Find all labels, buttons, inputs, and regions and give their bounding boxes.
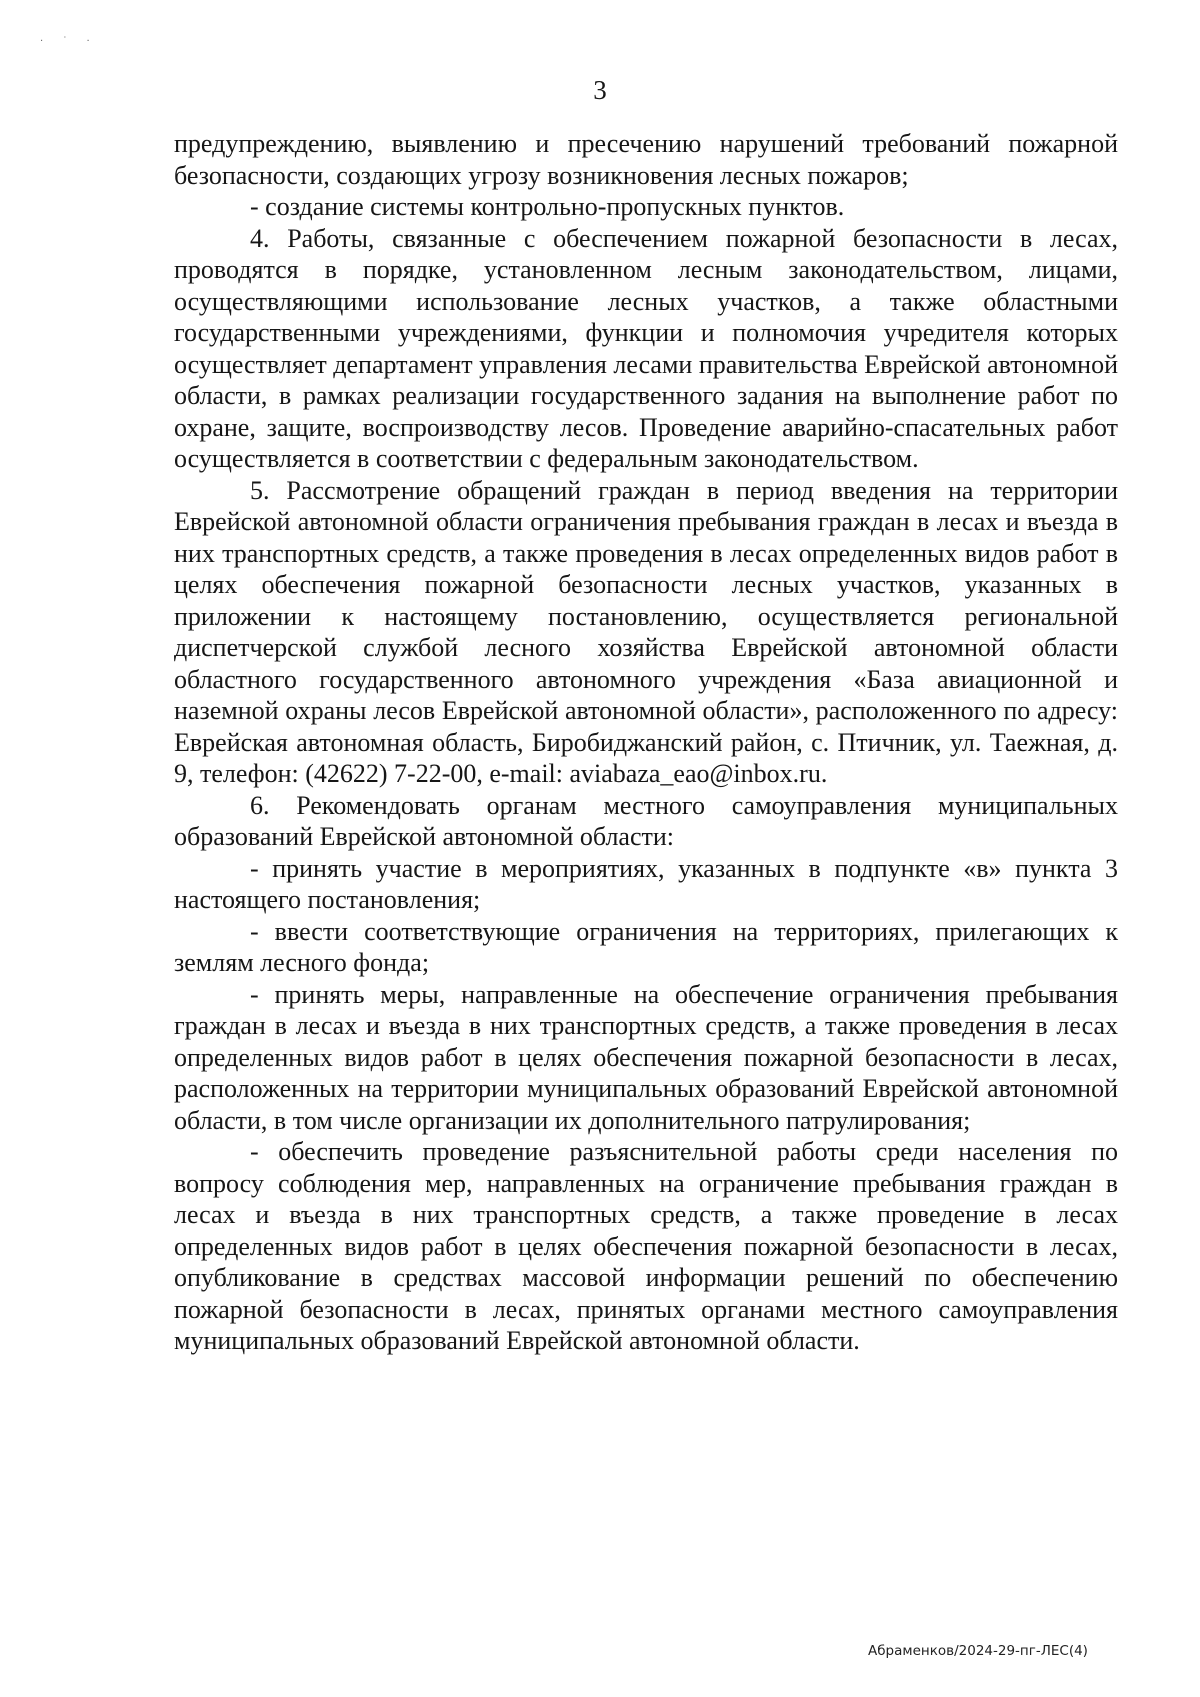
paragraph-checkpoint-system: - создание системы контрольно-пропускных пунктов. [250, 192, 845, 221]
footer-reference: Абраменков/2024-29-пг-ЛЕС(4) [868, 1643, 1088, 1659]
scan-specks: · ˙ · [40, 36, 98, 47]
page-number: 3 [593, 75, 607, 105]
paragraph-item-6-bullet-4: - обеспечить проведение разъяснительной работы среди населения по вопросу соблюдения мер, направленных на ограничение пребывания граждан в лесах и въезда в них транспортных средств, а также проведение в лесах определенных видов работ в целях обеспечения пожарной безопасности в лесах, опубликование в средствах массовой информации решений по обеспечению пожарной безопасности в лесах, принятых органами местного самоуправления муниципальных образований Еврейской автономной области. [174, 1137, 1118, 1355]
document-body [174, 128, 1118, 1357]
paragraph-item-6-bullet-3: - принять меры, направленные на обеспечение ограничения пребывания граждан в лесах и въезда в них транспортных средств, а также проведения в лесах определенных видов работ в целях обеспечения пожарной безопасности в лесах, расположенных на территории муниципальных образований Еврейской автономной области, в том числе организации их дополнительного патрулирования; [174, 979, 1118, 1135]
paragraph-item-6-bullet-1: - принять участие в мероприятиях, указанных в подпункте «в» пункта 3 настоящего постановления; [174, 853, 1118, 914]
paragraph-item-5: 5. Рассмотрение обращений граждан в период введения на территории Еврейской автономной области ограничения пребывания граждан в лесах и въезда в них транспортных средств, а также проведения в лесах определенных видов работ в целях обеспечения пожарной безопасности лесных участков, указанных в приложении к настоящему постановлению, осуществляется региональной диспетчерской службой лесного хозяйства Еврейской автономной области областного государственного автономного учреждения «База авиационной и наземной охраны лесов Еврейской автономной области», расположенного по адресу: Еврейская автономная область, Биробиджанский район, с. Птичник, ул. Таежная, д. 9, телефон: (42622) 7-22-00, e-mail: aviabaza_eao@inbox.ru. [174, 475, 1118, 788]
paragraph-item-6-bullet-2: - ввести соответствующие ограничения на территориях, прилегающих к землям лесного фонда; [174, 916, 1118, 977]
paragraph-continuation: предупреждению, выявлению и пресечению нарушений требований пожарной безопасности, создающих угрозу возникновения лесных пожаров; [174, 129, 1118, 190]
paragraph-item-4: 4. Работы, связанные с обеспечением пожарной безопасности в лесах, проводятся в порядке, установленном лесным законодательством, лицами, осуществляющими использование лесных участков, а также областными государственными учреждениями, функции и полномочия учредителя которых осуществляет департамент управления лесами правительства Еврейской автономной области, в рамках реализации государственного задания на выполнение работ по охране, защите, воспроизводству лесов. Проведение аварийно-спасательных работ осуществляется в соответствии с федеральным законодательством. [174, 223, 1118, 473]
paragraph-item-6: 6. Рекомендовать органам местного самоуправления муниципальных образований Еврейской автономной области: [174, 790, 1118, 851]
